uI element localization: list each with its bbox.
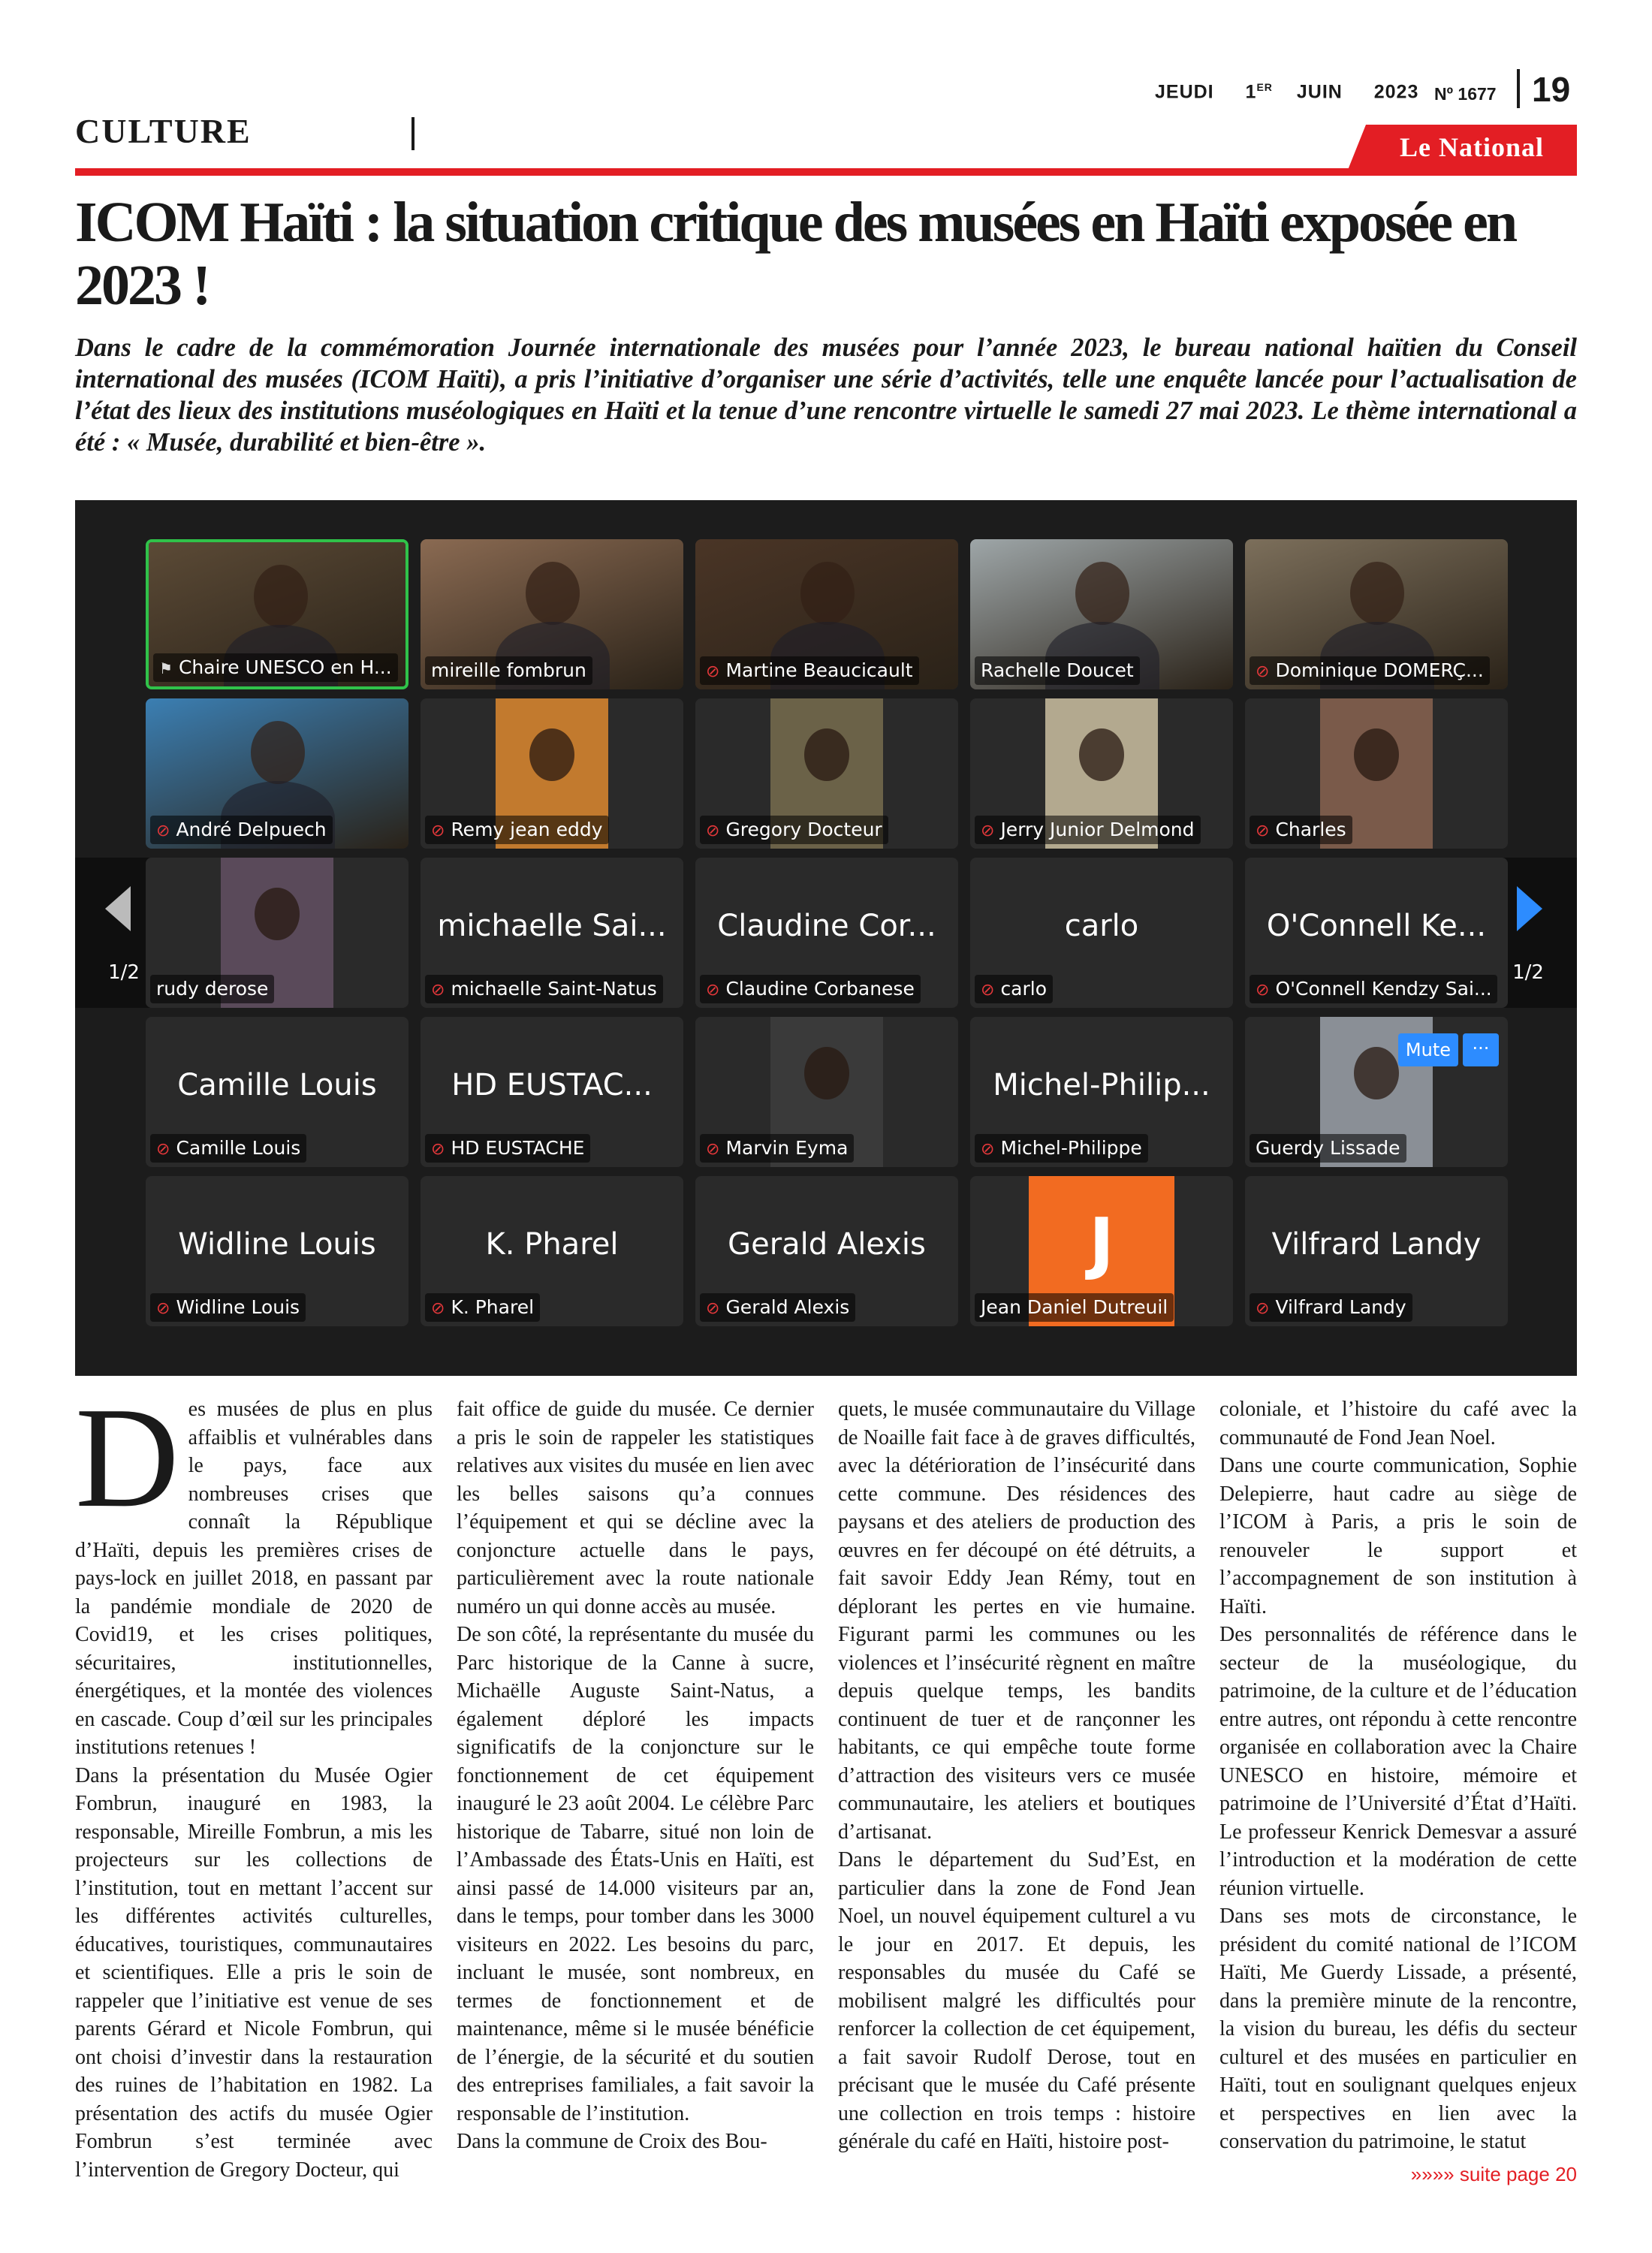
- paragraph: Dans la présentation du Musée Ogier Fombrun, inauguré en 1983, la responsable, Mireille Fombrun, a mis les projecteurs sur les collections de l’institution, tout en mettant l’accent sur les différentes activités culturelles, éducatives, touristiques, communautaires et scientifiques. Elle a pris le soin de rappeler que l’initiative est venue de ses parents Gérard et Nicole Fombrun, qui ont choisi d’investir dans la restauration des ruines de l’habitation en 1982. La présentation des actifs du musée Ogier Fombrun s’est terminée avec l’intervention de Gregory Docteur, qui: [75, 1763, 433, 2182]
- participant-display-name: O'Connell Ke...: [1266, 909, 1487, 943]
- date-superscript: ER: [1256, 81, 1273, 93]
- paragraph: coloniale, et l’histoire du café avec la communauté de Fond Jean Noel.: [1219, 1398, 1577, 1449]
- participant-name-label: [425, 1134, 590, 1163]
- mic-muted-icon: ⊘: [1256, 1299, 1270, 1318]
- mic-muted-icon: ⊘: [981, 822, 995, 840]
- issue-date: [1155, 81, 1418, 103]
- mic-muted-icon: ⊘: [981, 981, 995, 1000]
- participant-tile[interactable]: [421, 858, 683, 1008]
- participant-display-name: Vilfrard Landy: [1271, 1227, 1482, 1262]
- participant-tile[interactable]: [146, 1017, 408, 1167]
- paragraph: Dans ses mots de circonstance, le président du comité national de l’ICOM Haïti, Me Guerdy Lissade, a présenté, dans la première minute de la rencontre, la vision du bureau, les défis du secteur culturel et des musées en particulier en Haïti, tout en soulignant quelques enjeux et perspectives en lien avec la conservation du patrimoine, le statut: [1219, 1905, 1577, 2153]
- participant-tile[interactable]: [1245, 1176, 1508, 1326]
- mute-button[interactable]: Mute: [1398, 1033, 1458, 1066]
- participant-name-label: [975, 1134, 1148, 1163]
- paragraph: Dans le département du Sud’Est, en particulier dans la zone de Fond Jean Noel, un nouvel équipement culturel a vu le jour en 2017. Et depuis, les responsables du musée du Café se mobilisent malgré les difficultés pour renforcer la collection de cet équipement, a fait savoir Rudolf Derose, tout en précisant que le musée du Café présente une collection en trois temps : histoire générale du café en Haïti, histoire post-: [838, 1848, 1195, 2153]
- participant-name-label: [700, 1293, 855, 1322]
- header-divider: [1517, 69, 1520, 108]
- participant-tile[interactable]: [421, 1176, 683, 1326]
- date-month: JUIN: [1296, 81, 1343, 103]
- page-indicator-right: 1/2: [1512, 961, 1544, 984]
- mic-muted-icon: ⊘: [156, 822, 170, 840]
- mic-muted-icon: ⊘: [981, 1140, 995, 1159]
- participant-display-name: michaelle Sai...: [437, 909, 667, 943]
- participant-name: Chaire UNESCO en H...: [178, 656, 392, 678]
- participant-tile[interactable]: [1245, 698, 1508, 849]
- person-silhouette: [804, 1047, 849, 1099]
- participant-name: carlo: [1000, 978, 1048, 1000]
- date-year: 2023: [1373, 81, 1419, 103]
- participant-name: O'Connell Kendzy Sai...: [1275, 978, 1492, 1000]
- chevron-right-icon: [1517, 886, 1542, 931]
- participant-name-label: [150, 1134, 306, 1163]
- paragraph: es musées de plus en plus affaiblis et vulnérables dans le pays, face aux nombreuses crises que connaît la République d’Haïti, depuis les premières crises de pays-lock en juillet 2018, en passant par la pandémie mondiale de 2020 de Covid19, et les crises politiques, sécuritaires, institutionnelles, énergétiques, et la montée des violences en cascade. Coup d’œil sur les principales institutions retenues !: [75, 1398, 433, 1759]
- participant-tile[interactable]: [146, 539, 408, 689]
- paragraph: Dans la commune de Croix des Bou-: [457, 2130, 767, 2153]
- article-column-1: [75, 1377, 433, 2184]
- person-silhouette: [526, 562, 580, 625]
- participant-name: Martine Beaucicault: [725, 659, 913, 681]
- participant-tile[interactable]: [421, 698, 683, 849]
- mic-muted-icon: ⊘: [706, 1299, 720, 1318]
- publication-brand: Le National: [1348, 125, 1577, 170]
- participant-name: Camille Louis: [176, 1137, 301, 1159]
- participant-display-name: HD EUSTAC...: [451, 1068, 653, 1102]
- participant-tile[interactable]: [421, 539, 683, 689]
- participant-name-label: [975, 1293, 1174, 1322]
- section-label: CULTURE: [75, 112, 252, 150]
- participant-name: Charles: [1275, 819, 1346, 840]
- mic-muted-icon: ⊘: [706, 981, 720, 1000]
- person-silhouette: [804, 728, 849, 781]
- avatar: J: [1029, 1176, 1174, 1326]
- participant-display-name: carlo: [1064, 909, 1139, 943]
- participant-name: Jerry Junior Delmond: [1000, 819, 1195, 840]
- participant-name: Michel-Philippe: [1000, 1137, 1142, 1159]
- brand-notch: [1348, 125, 1366, 170]
- mic-muted-icon: ⊘: [156, 1299, 170, 1318]
- participant-name-label: [700, 975, 921, 1003]
- participant-name-label: [1250, 1134, 1406, 1163]
- mic-muted-icon: ⊘: [1256, 981, 1270, 1000]
- participant-name-label: [150, 816, 333, 844]
- date-day: JEUDI: [1155, 81, 1214, 103]
- chevron-left-icon: [105, 886, 131, 931]
- person-silhouette: [1354, 728, 1399, 781]
- participant-name: Dominique DOMERÇ...: [1275, 659, 1484, 681]
- more-options-icon[interactable]: ···: [1463, 1033, 1499, 1066]
- participant-name: André Delpuech: [176, 819, 327, 840]
- person-silhouette: [1075, 562, 1129, 625]
- participant-name: K. Pharel: [451, 1296, 535, 1318]
- participant-tile[interactable]: [146, 698, 408, 849]
- participant-tile[interactable]: [970, 858, 1233, 1008]
- participant-tile[interactable]: [695, 1176, 958, 1326]
- mic-muted-icon: ⊘: [706, 662, 720, 681]
- mic-muted-icon: ⊘: [706, 822, 720, 840]
- participant-name-label: [975, 975, 1053, 1003]
- mic-muted-icon: ⊘: [431, 822, 445, 840]
- participant-name-label: [975, 816, 1201, 844]
- participant-name: Remy jean eddy: [451, 819, 603, 840]
- participant-name-label: [700, 816, 888, 844]
- page-indicator-left: 1/2: [108, 961, 140, 984]
- article-column-4: [1219, 1395, 1577, 2156]
- participant-name: Widline Louis: [176, 1296, 300, 1318]
- participant-name: rudy derose: [156, 978, 269, 1000]
- article-lede: Dans le cadre de la commémoration Journée internationale des musées pour l’année 2023, le bureau national haïtien du Conseil international des musées (ICOM Haïti), a pris l’initiative d’organiser une série d’activités, telle une enquête lancée pour l’actualisation de l’état des lieux des institutions muséologiques en Haïti et la tenue d’une rencontre virtuelle le samedi 27 mai 2023. Le thème international a été : « Musée, durabilité et bien-être ».: [75, 333, 1577, 457]
- participant-name-label: [425, 975, 663, 1003]
- participant-display-name: Gerald Alexis: [728, 1227, 926, 1262]
- participant-tile[interactable]: [970, 698, 1233, 849]
- participant-name: HD EUSTACHE: [451, 1137, 585, 1159]
- participant-name-label: [150, 1293, 306, 1322]
- participant-name-label: [425, 816, 609, 844]
- participant-name-label: [1250, 816, 1352, 844]
- participant-tile[interactable]: [1245, 1017, 1508, 1167]
- participant-tile[interactable]: [970, 539, 1233, 689]
- paragraph: quets, le musée communautaire du Village de Noaille fait face à de graves difficultés, avec la détérioration de l’insécurité dans cette commune. Des résidences des paysans et des ateliers de production des œuvres en fer découpé on été détruits, a fait savoir Eddy Jean Rémy, tout en déplorant les pertes en vie humaine. Figurant parmi les communes ou les violences et l’insécurité règnent en maître depuis quelque temps, les bandits continuent de tuer et de rançonner les habitants, ce qui empêche toute forme d’attraction des visiteurs vers ce musée communautaire, les ateliers et boutiques d’artisanat.: [838, 1398, 1195, 1844]
- pin-icon: ⚑: [159, 659, 173, 677]
- paragraph: De son côté, la représentante du musée du Parc historique de la Canne à sucre, Michaëlle Auguste Saint-Natus, a également déploré les impacts significatifs de la conjoncture sur le fonctionnement de cet équipement inauguré le 23 août 2004. Le célèbre Parc historique de Tabarre, situé non loin de l’Ambassade des États-Unis en Haïti, est ainsi passé de 14.000 visiteurs par an, dans le temps, pour tomber dans les 3000 visiteurs en 2022. Les besoins du parc, incluant le musée, sont nombreux, en termes de fonctionnement et de maintenance, même si le musée bénéficie de l’énergie, de la sécurité et du soutien des entreprises familiales, a fait savoir la responsable de l’institution.: [457, 1623, 814, 2125]
- drop-cap: D: [75, 1377, 179, 1537]
- video-meeting-screenshot: [75, 500, 1577, 1376]
- mic-muted-icon: ⊘: [1256, 662, 1270, 681]
- participant-name: Vilfrard Landy: [1275, 1296, 1406, 1318]
- participant-display-name: Michel-Philip...: [993, 1068, 1210, 1102]
- paragraph: fait office de guide du musée. Ce dernier a pris le soin de rappeler les statistiques relatives aux visites du musée en lien avec les belles saisons qu’a connues l’équipement et qui se décline avec la conjoncture actuelle dans le pays, particulièrement avec la route nationale numéro un qui donne accès au musée.: [457, 1398, 814, 1618]
- paragraph: Dans une courte communication, Sophie Delepierre, haut cadre au siège de l’ICOM à Paris, a pris le soin de renouveler le support et l’accompagnement de son institution à Haïti.: [1219, 1454, 1577, 1618]
- mic-muted-icon: ⊘: [431, 981, 445, 1000]
- person-silhouette: [1350, 562, 1404, 625]
- paragraph: Des personnalités de référence dans le secteur de la muséologique, du patrimoine, de la culture et de l’éducation entre autres, ont répondu à cette rencontre organisée en collaboration avec la Chaire UNESCO en histoire, mémoire et patrimoine de l’Université d’État d’Haïti. Le professeur Kenrick Demesvar a assuré l’introduction et la modération de cette réunion virtuelle.: [1219, 1623, 1577, 1900]
- person-silhouette: [529, 728, 574, 781]
- participant-name-label: [425, 1293, 540, 1322]
- participant-tile[interactable]: [970, 1176, 1233, 1326]
- participant-tile[interactable]: [695, 858, 958, 1008]
- participant-name: Claudine Corbanese: [725, 978, 915, 1000]
- mic-muted-icon: ⊘: [431, 1299, 445, 1318]
- mic-muted-icon: ⊘: [156, 1140, 170, 1159]
- participant-name-label: [1250, 975, 1497, 1003]
- participant-display-name: Camille Louis: [177, 1068, 377, 1102]
- participant-tile[interactable]: [695, 698, 958, 849]
- mic-muted-icon: ⊘: [431, 1140, 445, 1159]
- participant-name-label: [1250, 656, 1490, 685]
- participant-name-label: [1250, 1293, 1412, 1322]
- participant-tile[interactable]: [146, 1176, 408, 1326]
- header-rule: [75, 168, 1577, 176]
- continuation-link[interactable]: »»»» suite page 20: [1410, 2163, 1577, 2185]
- article-column-2: [457, 1395, 814, 2156]
- date-number: 1: [1245, 81, 1257, 103]
- participant-name: Marvin Eyma: [725, 1137, 849, 1159]
- participant-name: Jean Daniel Dutreuil: [981, 1296, 1168, 1318]
- issue-number: Nº 1677: [1434, 84, 1497, 104]
- participant-tile[interactable]: [970, 1017, 1233, 1167]
- mic-muted-icon: ⊘: [1256, 822, 1270, 840]
- person-silhouette: [255, 888, 300, 940]
- participant-tile[interactable]: [695, 1017, 958, 1167]
- participant-display-name: Widline Louis: [178, 1227, 376, 1262]
- article-column-3: [838, 1395, 1195, 2156]
- mic-muted-icon: ⊘: [706, 1140, 720, 1159]
- participant-name-label: [425, 656, 592, 685]
- participant-name-label: [975, 656, 1140, 685]
- participant-name: michaelle Saint-Natus: [451, 978, 657, 1000]
- participant-name-label: [150, 975, 274, 1003]
- participant-name: Gerald Alexis: [725, 1296, 850, 1318]
- participant-tile[interactable]: [1245, 539, 1508, 689]
- person-silhouette: [254, 565, 308, 628]
- section-divider: [411, 117, 415, 150]
- article-title: ICOM Haïti : la situation critique des musées en Haïti exposée en 2023 !: [75, 191, 1516, 317]
- participant-name: Gregory Docteur: [725, 819, 882, 840]
- participant-display-name: Claudine Cor...: [717, 909, 936, 943]
- participant-display-name: K. Pharel: [485, 1227, 619, 1262]
- participant-name-label: [700, 1134, 854, 1163]
- participant-tile[interactable]: [146, 858, 408, 1008]
- participant-name: mireille fombrun: [431, 659, 586, 681]
- participant-name: Guerdy Lissade: [1256, 1137, 1400, 1159]
- participant-name-label: [153, 653, 398, 682]
- participant-name: Rachelle Doucet: [981, 659, 1134, 681]
- page-number: 19: [1532, 70, 1571, 109]
- participant-name-label: [700, 656, 919, 685]
- participant-tile[interactable]: [695, 539, 958, 689]
- person-silhouette: [1079, 728, 1124, 781]
- person-silhouette: [800, 562, 855, 625]
- person-silhouette: [1354, 1047, 1399, 1099]
- participant-tile[interactable]: [421, 1017, 683, 1167]
- person-silhouette: [251, 721, 305, 784]
- participant-tile[interactable]: [1245, 858, 1508, 1008]
